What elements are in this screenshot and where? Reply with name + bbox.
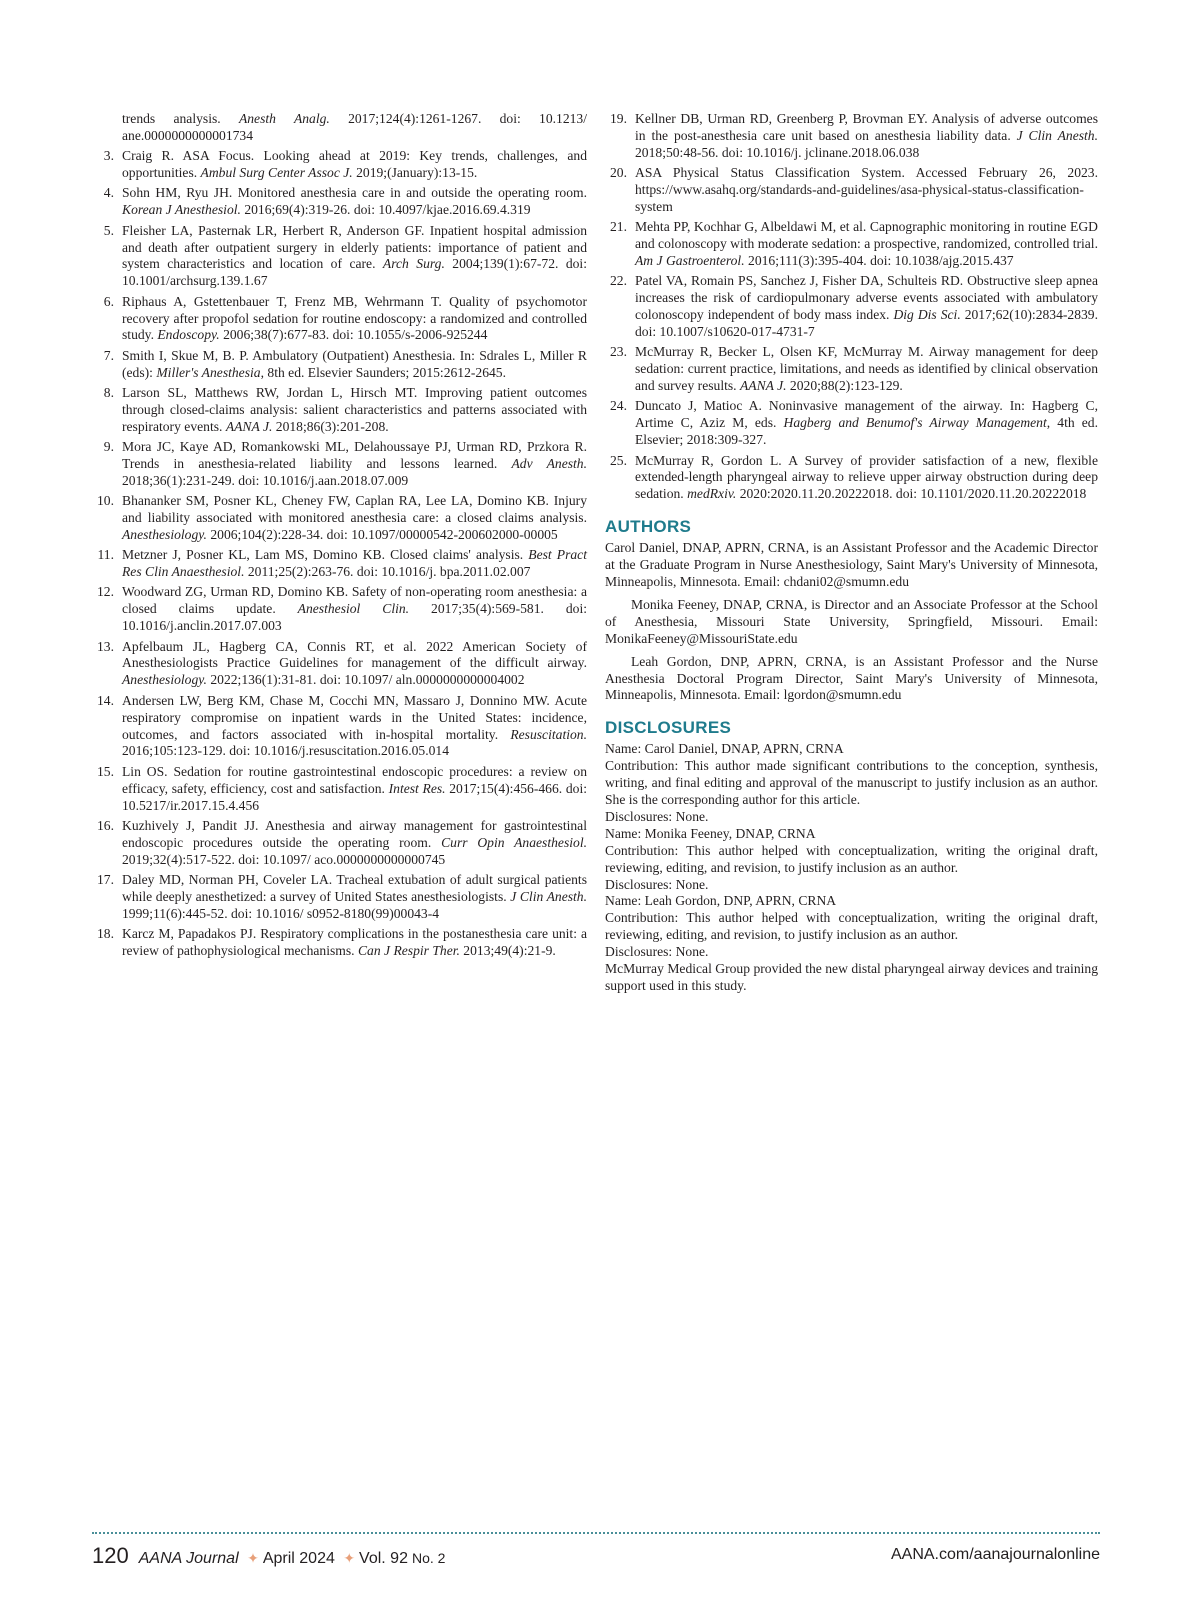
- reference-segment: 1999;11(6):445-52. doi: 10.1016/ s0952-8180(99)00043-4: [122, 905, 440, 921]
- reference-item: [92, 547, 587, 581]
- reference-text: [635, 273, 1098, 341]
- reference-item: [92, 639, 587, 690]
- reference-number: 22.: [610, 273, 627, 289]
- journal-title: Anesth Analg.: [238, 111, 330, 126]
- reference-item: [92, 185, 587, 219]
- reference-segment: Bhananker SM, Posner KL, Cheney FW, Caplan RA, Lee LA, Domino KB. Injury and liability associated with monitored anesthesia care: a closed claims analysis.: [122, 493, 587, 526]
- journal-title: J Clin Anesth.: [510, 888, 587, 904]
- reference-text: [122, 223, 587, 291]
- references-left-column: [92, 111, 587, 963]
- reference-number: 13.: [97, 638, 114, 654]
- reference-text: [122, 764, 587, 815]
- reference-text: [122, 185, 587, 219]
- reference-item: [605, 273, 1098, 341]
- reference-text: [122, 348, 587, 382]
- reference-number: 20.: [610, 165, 627, 181]
- reference-segment: ASA Physical Status Classification System. Accessed February 26, 2023. https://www.asahq.org/standards-and-guidelines/asa-physical-status-classification-system: [635, 165, 1098, 214]
- reference-text: [122, 493, 587, 544]
- footer-divider: [92, 1532, 1100, 1534]
- reference-segment: Kuzhively J, Pandit JJ. Anesthesia and airway management for gastrointestinal endoscopic procedures outside the operating room.: [122, 817, 587, 850]
- reference-item: [92, 493, 587, 544]
- reference-segment: 2013;49(4):21-9.: [459, 942, 556, 958]
- reference-segment: 2018;86(3):201-208.: [272, 418, 389, 434]
- journal-title: Resuscitation.: [510, 726, 587, 742]
- reference-segment: Lin OS. Sedation for routine gastrointestinal endoscopic procedures: a review on efficacy, safety, efficiency, cost and satisfaction.: [122, 763, 587, 796]
- reference-text: [635, 398, 1098, 449]
- journal-title: J Clin Anesth.: [1016, 127, 1098, 143]
- reference-segment: McMurray R, Gordon L. A Survey of provider satisfaction of a new, flexible extended-length pharyngeal airway to relieve upper airway obstruction during deep sedation.: [635, 452, 1098, 502]
- reference-text: [635, 344, 1098, 395]
- reference-segment: Woodward ZG, Urman RD, Domino KB. Safety of non-operating room anesthesia: a closed claims update.: [122, 584, 587, 617]
- reference-segment: Patel VA, Romain PS, Sanchez J, Fisher DA, Schulteis RD. Obstructive sleep apnea increases the risk of cardiopulmonary adverse events associated with ambulatory colonoscopy independent of body mass index.: [635, 273, 1098, 323]
- reference-number: 23.: [610, 344, 627, 360]
- disclosure-line: McMurray Medical Group provided the new distal pharyngeal airway devices and training support used in this study.: [605, 961, 1098, 993]
- reference-segment: Mehta PP, Kochhar G, Albeldawi M, et al. Capnographic monitoring in routine EGD and colonoscopy with moderate sedation: a prospective, randomized, controlled trial.: [635, 219, 1098, 252]
- journal-title: Anesthesiol Clin.: [297, 601, 410, 617]
- reference-number: 14.: [97, 692, 114, 708]
- reference-segment: 2017;124(4):1261-1267. doi: 10.1213/ ane.0000000000001734: [122, 111, 587, 143]
- reference-text: [122, 584, 587, 635]
- reference-text: [122, 111, 587, 143]
- reference-text: [122, 639, 587, 690]
- reference-segment: Larson SL, Matthews RW, Jordan L, Hirsch MT. Improving patient outcomes through closed-claims analysis: salient characteristics and patterns associated with respiratory events.: [122, 384, 587, 434]
- journal-title: Anesthesiology.: [122, 526, 207, 542]
- reference-segment: 2011;25(2):263-76. doi: 10.1016/j. bpa.2011.02.007: [244, 564, 531, 580]
- reference-number: 9.: [103, 439, 114, 455]
- journal-title: AANA J.: [739, 378, 787, 394]
- reference-number: 15.: [97, 763, 114, 779]
- reference-segment: trends analysis.: [122, 111, 239, 126]
- journal-title: medRxiv.: [687, 486, 737, 502]
- reference-segment: Craig R. ASA Focus. Looking ahead at 2019: Key trends, challenges, and opportunities.: [122, 148, 587, 181]
- reference-item: [92, 926, 587, 960]
- references-right-list: [605, 111, 1098, 503]
- journal-title: AANA J.: [225, 418, 273, 434]
- reference-item: [605, 344, 1098, 395]
- issue-number: No. 2: [411, 1550, 446, 1566]
- reference-segment: Sohn HM, Ryu JH. Monitored anesthesia care in and outside the operating room.: [122, 185, 587, 201]
- reference-segment: Fleisher LA, Pasternak LR, Herbert R, Anderson GF. Inpatient hospital admission and death after outpatient surgery in elderly patients: importance of patient and system characteristics and location of care.: [122, 222, 587, 272]
- reference-segment: 2017;15(4):456-466. doi: 10.5217/ir.2017.15.4.456: [122, 780, 587, 813]
- reference-text: [122, 385, 587, 436]
- reference-text: [122, 547, 587, 581]
- reference-text: [635, 165, 1098, 216]
- reference-number: 12.: [97, 584, 114, 600]
- reference-segment: , 8th ed. Elsevier Saunders; 2015:2612-2645.: [260, 364, 506, 380]
- page-footer: [92, 1543, 1100, 1573]
- disclosure-line: Disclosures: None.: [605, 808, 709, 824]
- reference-item: [92, 439, 587, 490]
- reference-segment: 2018;50:48-56. doi: 10.1016/j. jclinane.2018.06.038: [635, 144, 920, 160]
- volume: Vol. 92: [359, 1550, 408, 1567]
- reference-segment: 2020:2020.11.20.20222018. doi: 10.1101/2020.11.20.20222018: [736, 486, 1087, 502]
- reference-segment: Riphaus A, Gstettenbauer T, Frenz MB, Wehrmann T. Quality of psychomotor recovery after propofol sedation for routine endoscopy: a randomized and controlled study.: [122, 293, 587, 343]
- reference-number: 8.: [103, 384, 114, 400]
- reference-segment: Daley MD, Norman PH, Coveler LA. Tracheal extubation of adult surgical patients while deeply anesthetized: a survey of United States anesthesiologists.: [122, 871, 587, 904]
- reference-segment: 2018;36(1):231-249. doi: 10.1016/j.aan.2018.07.009: [122, 472, 409, 488]
- journal-title: Endoscopy.: [157, 327, 220, 343]
- reference-segment: 2017;35(4):569-581. doi: 10.1016/j.anclin.2017.07.003: [122, 601, 588, 634]
- disclosure-line: Name: Leah Gordon, DNP, APRN, CRNA: [605, 893, 837, 909]
- reference-number: 3.: [103, 148, 114, 164]
- author-paragraph: Monika Feeney, DNAP, CRNA, is Director and an Associate Professor at the School of Anesthesia, Missouri State University, Springfield, Missouri. Email: MonikaFeeney@MissouriState.edu: [605, 596, 1098, 646]
- reference-text: [122, 294, 587, 345]
- journal-name: AANA Journal: [138, 1550, 239, 1567]
- reference-item: [92, 693, 587, 761]
- journal-title: Miller's Anesthesia: [156, 364, 261, 380]
- reference-number: 7.: [103, 347, 114, 363]
- reference-segment: Mora JC, Kaye AD, Romankowski ML, Delahoussaye PJ, Urman RD, Przkora R. Trends in anesthesia-related liability and lessons learned.: [122, 439, 587, 471]
- reference-segment: Andersen LW, Berg KM, Chase M, Cocchi MN, Massaro J, Donnino MW. Acute respiratory compromise on inpatient wards in the United States: incidence, outcomes, and factors associated with in-hospital mortality.: [122, 692, 587, 742]
- reference-segment: Smith I, Skue M, B. P. Ambulatory (Outpatient) Anesthesia. In: Sdrales L, Miller R (eds):: [122, 347, 587, 380]
- reference-item: [92, 584, 587, 635]
- reference-segment: Duncato J, Matioc A. Noninvasive management of the airway. In: Hagberg C, Artime C, Aziz M, eds.: [635, 398, 1098, 431]
- reference-segment: , 4th ed. Elsevier; 2018:309-327.: [635, 415, 1098, 448]
- reference-text: [635, 111, 1098, 162]
- disclosure-line: Name: Carol Daniel, DNAP, APRN, CRNA: [605, 741, 844, 757]
- reference-number: 10.: [97, 493, 114, 509]
- reference-number: 18.: [97, 926, 114, 942]
- disclosures-list: [605, 741, 1098, 995]
- reference-number: 17.: [97, 871, 114, 887]
- disclosure-line: Contribution: This author helped with conceptualization, writing the original draft, reviewing, editing, and revision, to justify inclusion as an author.: [605, 910, 1098, 943]
- disclosure-line: Disclosures: None.: [605, 944, 709, 960]
- reference-item: [605, 165, 1098, 216]
- reference-number: 19.: [610, 111, 627, 126]
- authors-heading: AUTHORS: [605, 517, 692, 537]
- reference-number: 4.: [103, 185, 114, 201]
- reference-segment: Karcz M, Papadakos PJ. Respiratory complications in the postanesthesia care unit: a review of pathophysiological mechanisms.: [122, 926, 587, 958]
- reference-item: [92, 385, 587, 436]
- journal-title: Hagberg and Benumof's Airway Management: [783, 415, 1047, 431]
- journal-title: Arch Surg.: [382, 256, 445, 272]
- reference-item: [92, 764, 587, 815]
- reference-text: [122, 926, 587, 960]
- reference-segment: 2017;62(10):2834-2839. doi: 10.1007/s10620-017-4731-7: [635, 307, 1098, 340]
- reference-segment: 2019;32(4):517-522. doi: 10.1097/ aco.0000000000000745: [122, 851, 446, 867]
- reference-item: [92, 872, 587, 923]
- reference-segment: McMurray R, Becker L, Olsen KF, McMurray M. Airway management for deep sedation: current practice, limitations, and needs as identified by clinical observation and survey results.: [635, 344, 1098, 394]
- journal-title: Dig Dis Sci.: [893, 307, 961, 323]
- journal-title: Can J Respir Ther.: [357, 942, 460, 958]
- reference-text: [122, 693, 587, 761]
- reference-text: [122, 148, 587, 182]
- disclosures-heading: DISCLOSURES: [605, 718, 732, 738]
- reference-segment: 2019;(January):13-15.: [352, 165, 478, 181]
- reference-number: 25.: [610, 452, 627, 468]
- separator-icon: ✦: [247, 1550, 259, 1566]
- reference-number: 21.: [610, 219, 627, 235]
- journal-title: Intest Res.: [388, 780, 446, 796]
- author-paragraph: Carol Daniel, DNAP, APRN, CRNA, is an Assistant Professor and the Academic Director at the Graduate Program in Nurse Anesthesiology, Saint Mary's University of Minnesota, Minneapolis, Minnesota. Email: chdani02@smumn.edu: [605, 540, 1098, 589]
- reference-segment: Apfelbaum JL, Hagberg CA, Connis RT, et al. 2022 American Society of Anesthesiologists Practice Guidelines for management of the difficult airway.: [122, 638, 587, 671]
- reference-number: 6.: [103, 293, 114, 309]
- reference-segment: Metzner J, Posner KL, Lam MS, Domino KB. Closed claims' analysis.: [122, 547, 529, 563]
- footer-citation: [92, 1543, 445, 1569]
- journal-title: Adv Anesth.: [511, 455, 587, 471]
- disclosure-line: Contribution: This author made significant contributions to the conception, synthesis, writing, and final editing and approval of the manuscript to justify inclusion as an author. She is the corresponding author for this article.: [605, 758, 1098, 807]
- reference-segment: 2022;136(1):31-81. doi: 10.1097/ aln.0000000000004002: [206, 672, 525, 688]
- disclosure-line: Disclosures: None.: [605, 876, 709, 892]
- reference-number: 5.: [103, 222, 114, 238]
- page-number: 120: [92, 1543, 129, 1568]
- reference-item: [605, 219, 1098, 270]
- reference-segment: 2020;88(2):123-129.: [786, 378, 903, 394]
- reference-item: [92, 818, 587, 869]
- disclosure-line: Contribution: This author helped with conceptualization, writing the original draft, reviewing, editing, and revision, to justify inclusion as an author.: [605, 842, 1098, 875]
- reference-text: [635, 219, 1098, 270]
- reference-number: 16.: [97, 817, 114, 833]
- reference-text: [122, 872, 587, 923]
- right-column: [605, 111, 1098, 995]
- journal-title: Anesthesiology.: [122, 672, 207, 688]
- reference-text: [122, 439, 587, 490]
- reference-segment: 2006;104(2):228-34. doi: 10.1097/00000542-200602000-00005: [206, 526, 558, 542]
- disclosure-line: Name: Monika Feeney, DNAP, CRNA: [605, 825, 816, 841]
- separator-icon: ✦: [343, 1550, 356, 1566]
- reference-segment: 2016;69(4):319-26. doi: 10.4097/kjae.2016.69.4.319: [240, 202, 531, 218]
- reference-text: [635, 453, 1098, 504]
- journal-title: Am J Gastroenterol.: [635, 253, 745, 269]
- reference-item: [605, 453, 1098, 504]
- journal-title: Korean J Anesthesiol.: [122, 202, 241, 218]
- author-paragraph: Leah Gordon, DNP, APRN, CRNA, is an Assistant Professor and the Nurse Anesthesia Doctoral Program Director, Saint Mary's University of Minnesota, Minneapolis, Minnesota. Email: lgordon@smumn.edu: [605, 653, 1098, 703]
- reference-item: [92, 294, 587, 345]
- reference-number: 11.: [97, 547, 114, 563]
- reference-item: [92, 148, 587, 182]
- issue-date: April 2024: [262, 1550, 335, 1567]
- journal-title: Curr Opin Anaesthesiol.: [441, 834, 587, 850]
- reference-segment: 2016;111(3):395-404. doi: 10.1038/ajg.2015.437: [744, 253, 1014, 269]
- reference-item: [605, 398, 1098, 449]
- reference-segment: 2016;105:123-129. doi: 10.1016/j.resuscitation.2016.05.014: [122, 743, 449, 759]
- reference-segment: Kellner DB, Urman RD, Greenberg P, Brovman EY. Analysis of adverse outcomes in the post-anesthesia care unit based on anesthesia liability data.: [635, 111, 1098, 143]
- reference-item: [605, 111, 1098, 162]
- journal-website-link[interactable]: AANA.com/aanajournalonline: [890, 1546, 1100, 1563]
- reference-number: 24.: [610, 398, 627, 414]
- journal-title: Ambul Surg Center Assoc J.: [200, 165, 353, 181]
- reference-item: [92, 111, 587, 145]
- reference-segment: 2006;38(7):677-83. doi: 10.1055/s-2006-925244: [219, 327, 488, 343]
- reference-item: [92, 348, 587, 382]
- reference-item: [92, 223, 587, 291]
- journal-title: Best Pract Res Clin Anaesthesiol.: [122, 547, 587, 580]
- reference-segment: 2004;139(1):67-72. doi: 10.1001/archsurg.139.1.67: [122, 256, 587, 289]
- reference-text: [122, 818, 587, 869]
